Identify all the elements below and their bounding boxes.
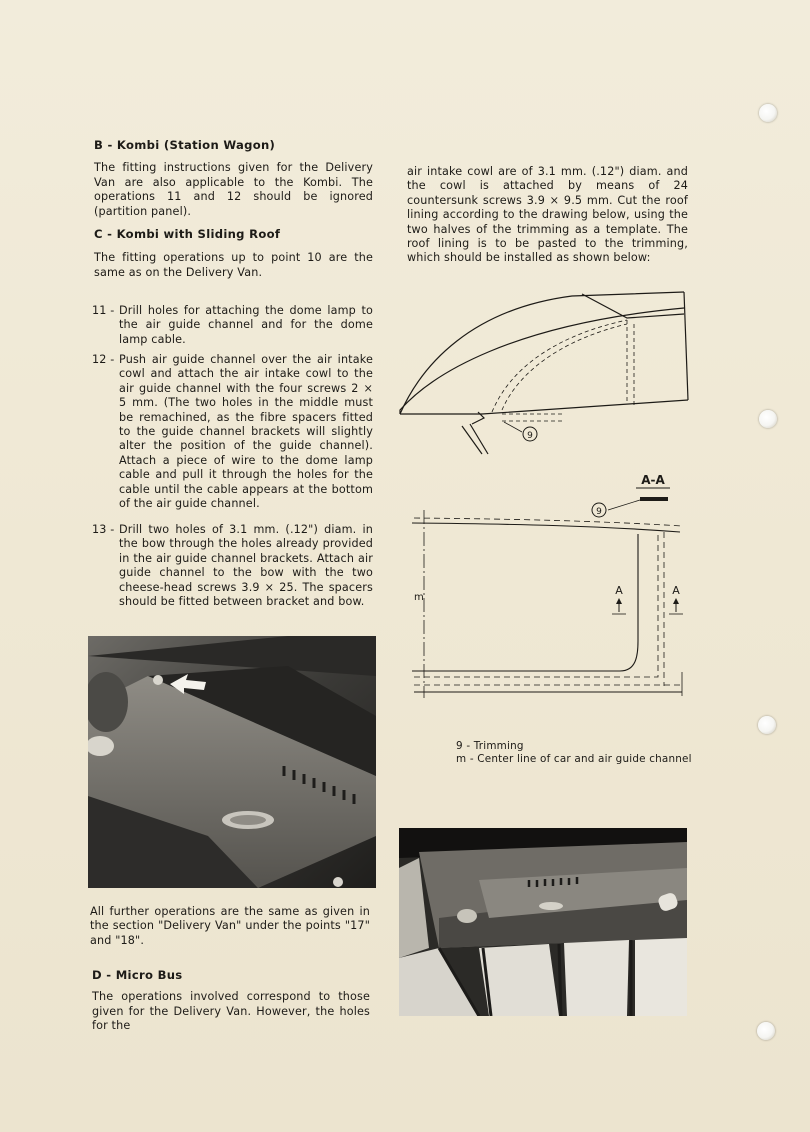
section-b bbox=[94, 138, 373, 219]
section-aa-label: A-A bbox=[641, 473, 665, 487]
section-d bbox=[92, 968, 370, 1034]
step-text: Push air guide channel over the air intake cowl and attach the air intake cowl to the air guide channel with the four screws 2 × 5 mm. (The two holes in the middle must be remachined, as the fibre spacers fitted to the guide channel brackets will slightly alter the position of the guide channel). Attach a piece of wire to the dome lamp cable and pull it through the holes for the cable until the cable appears at the bottom of the air guide channel. bbox=[119, 353, 373, 511]
step-number: 12 - bbox=[92, 353, 115, 366]
further-operations bbox=[90, 905, 370, 948]
section-b-text: The fitting instructions given for the Delivery Van are also applicable to the Kombi. The operations 11 and 12 should be ignored (partition panel). bbox=[94, 161, 373, 218]
legend-item-centerline: m - Center line of car and air guide channel bbox=[456, 753, 692, 765]
step-number: 11 - bbox=[92, 304, 115, 317]
binder-hole bbox=[759, 410, 777, 428]
section-c-text: The fitting operations up to point 10 are the same as on the Delivery Van. bbox=[94, 251, 373, 279]
diagram-legend bbox=[456, 740, 696, 766]
section-b-heading: B - Kombi (Station Wagon) bbox=[94, 138, 276, 152]
step-text: Drill holes for attaching the dome lamp to the air guide channel and for the dome lamp cable. bbox=[119, 304, 373, 346]
binder-hole bbox=[757, 1022, 775, 1040]
right-column-paragraph: air intake cowl are of 3.1 mm. (.12") diam. and the cowl is attached by means of 24 countersunk screws 3.9 × 9.5 mm. Cut the roof lining according to the drawing below, using the two halves of the trimming as a template. The roof lining is to be pasted to the trimming, which should be installed as shown below: bbox=[407, 165, 688, 265]
binder-hole bbox=[759, 104, 777, 122]
centerline-m-label: m bbox=[414, 592, 424, 603]
section-d-text: The operations involved correspond to those given for the Delivery Van. However, the holes for the bbox=[92, 990, 370, 1033]
section-c bbox=[94, 227, 373, 280]
photo-air-guide-channel bbox=[88, 636, 376, 888]
callout-9-label: 9 bbox=[527, 431, 533, 441]
section-arrow-a-right-label: A bbox=[672, 584, 680, 597]
right-column-text bbox=[407, 165, 688, 266]
binder-hole bbox=[758, 716, 776, 734]
further-operations-text: All further operations are the same as given in the section "Delivery Van" under the points "17" and "18". bbox=[90, 905, 370, 947]
section-arrow-a-left-label: A bbox=[615, 584, 623, 597]
step-number: 13 - bbox=[92, 523, 115, 536]
section-d-heading: D - Micro Bus bbox=[92, 968, 183, 982]
legend-item-trimming: 9 - Trimming bbox=[456, 740, 524, 752]
section-aa-diagram bbox=[400, 466, 695, 706]
section-c-heading: C - Kombi with Sliding Roof bbox=[94, 227, 281, 241]
callout-9-label: 9 bbox=[596, 507, 602, 517]
roof-profile-diagram bbox=[392, 284, 692, 459]
photo-micro-bus-roof bbox=[399, 828, 687, 1016]
step-text: Drill two holes of 3.1 mm. (.12") diam. in the bow through the holes already provided in the air guide channel brackets. Attach air guide channel to the bow with the two cheese-head screws 3.9 × 25. The spacers should be fitted between bracket and bow. bbox=[119, 523, 373, 609]
